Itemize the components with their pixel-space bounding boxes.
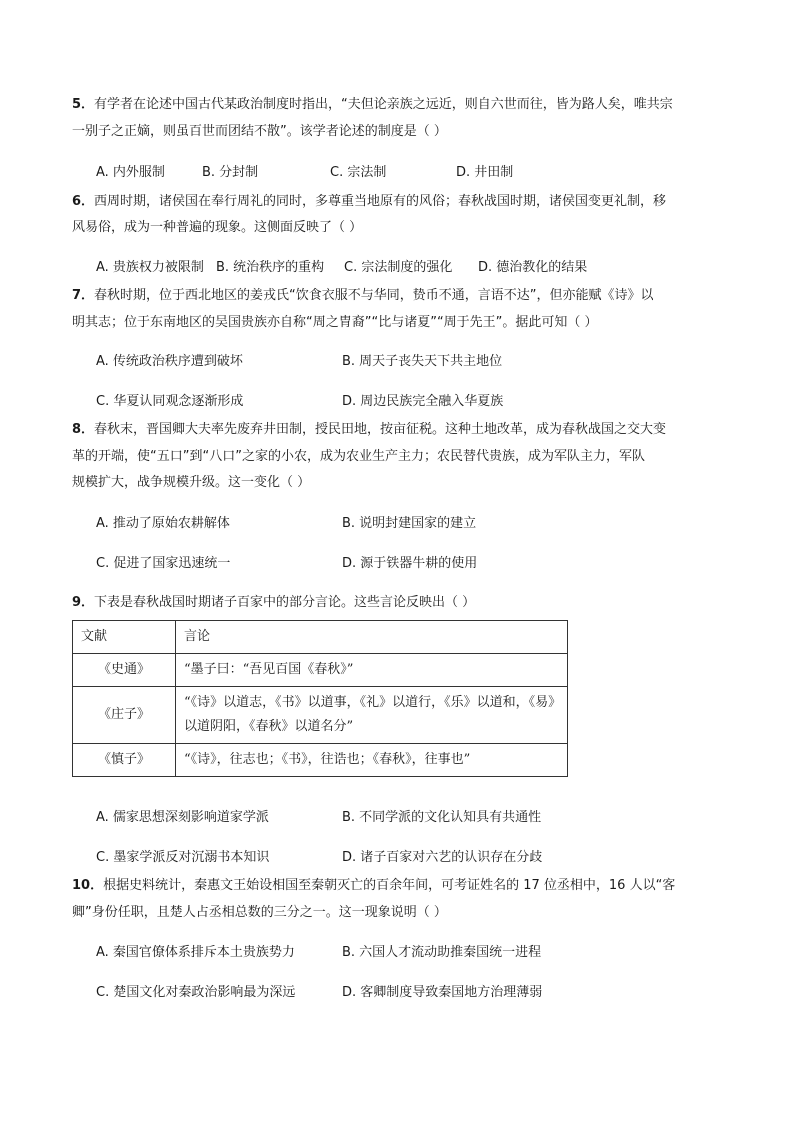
question-number: 9． xyxy=(72,595,95,610)
question-number: 7． xyxy=(72,288,95,303)
option-d[interactable]: D. 诸子百家对六艺的认识存在分歧 xyxy=(342,850,543,865)
table-row xyxy=(73,744,568,777)
table-header-row xyxy=(73,621,568,654)
table-cell-quote: “《诗》，往志也；《书》，往诰也；《春秋》，往事也” xyxy=(176,744,568,777)
table-header-quote: 言论 xyxy=(176,621,568,654)
option-c[interactable]: C. 楚国文化对秦政治影响最为深远 xyxy=(96,985,296,1000)
option-d[interactable]: D. 客卿制度导致秦国地方治理薄弱 xyxy=(342,985,543,1000)
question-text: 西周时期，诸侯国在奉行周礼的同时，多尊重当地原有的风俗；春秋战国时期，诸侯国变更礼制，移 xyxy=(94,194,667,209)
table-cell-quote: “《诗》以道志，《书》以道事，《礼》以道行，《乐》以道和，《易》以道阴阳，《春秋》以道名分” xyxy=(176,687,568,744)
table-row xyxy=(73,687,568,744)
question-8-line-1 xyxy=(72,420,666,440)
table-row xyxy=(73,654,568,687)
option-a[interactable]: A. 儒家思想深刻影响道家学派 xyxy=(96,810,269,825)
table-cell-source: 《庄子》 xyxy=(73,687,176,744)
question-number: 8． xyxy=(72,422,95,437)
option-c[interactable]: C. 墨家学派反对沉溺书本知识 xyxy=(96,850,270,865)
option-c[interactable]: C. 华夏认同观念逐渐形成 xyxy=(96,394,244,409)
option-d[interactable]: D. 源于铁器牛耕的使用 xyxy=(342,556,478,571)
option-b[interactable]: B. 周天子丧失天下共主地位 xyxy=(342,354,503,369)
table-cell-quote: “墨子曰：“吾见百国《春秋》” xyxy=(176,654,568,687)
option-a[interactable]: A. 贵族权力被限制 xyxy=(96,260,204,275)
option-a[interactable]: A. 传统政治秩序遭到破坏 xyxy=(96,354,243,369)
question-number: 5． xyxy=(72,97,95,112)
question-7-line-1 xyxy=(72,286,654,306)
question-text: 下表是春秋战国时期诸子百家中的部分言论。这些言论反映出（ ） xyxy=(94,595,476,610)
option-a[interactable]: A. 推动了原始农耕解体 xyxy=(96,516,230,531)
question-text: 春秋时期，位于西北地区的姜戎氏“饮食衣服不与华同，贽币不通，言语不达”，但亦能赋《诗》以 xyxy=(94,288,654,303)
option-b[interactable]: B. 六国人才流动助推秦国统一进程 xyxy=(342,945,542,960)
option-b[interactable]: B. 统治秩序的重构 xyxy=(216,260,325,275)
question-7-line-2: 明其志；位于东南地区的吴国贵族亦自称“周之胄裔”“比与诸夏”“周于先王”。据此可知（ ） xyxy=(72,315,598,330)
question-10-line-1 xyxy=(72,876,675,896)
question-5-line-2: 一别子之正嫡，则虽百世而团结不散”。该学者论述的制度是（ ） xyxy=(72,124,447,139)
question-text: 有学者在论述中国古代某政治制度时指出，“夫但论亲族之远近，则自六世而往，皆为路人矣，唯共宗 xyxy=(94,97,673,112)
question-6-line-1 xyxy=(72,192,666,212)
question-number: 6． xyxy=(72,194,95,209)
option-a[interactable]: A. 内外服制 xyxy=(96,165,165,180)
quotes-table xyxy=(72,620,568,777)
question-6-line-2: 风易俗，成为一种普遍的现象。这侧面反映了（ ） xyxy=(72,220,363,235)
table-header-source: 文献 xyxy=(73,621,176,654)
question-text: 春秋末，晋国卿大夫率先废弃井田制，授民田地，按亩征税。这种土地改革，成为春秋战国之交大变 xyxy=(94,422,667,437)
question-text: 根据史料统计，秦惠文王始设相国至秦朝灭亡的百余年间，可考证姓名的 17 位丞相中，16 人以“客 xyxy=(103,878,676,893)
question-5-line-1 xyxy=(72,95,673,115)
table-cell-source: 《慎子》 xyxy=(73,744,176,777)
question-8-line-2: 革的开端，使“五口”到“八口”之家的小农，成为农业生产主力；农民替代贵族，成为军队主力，军队 xyxy=(72,449,645,464)
question-8-line-3: 规模扩大，战争规模升级。这一变化（ ） xyxy=(72,475,311,490)
option-d[interactable]: D. 德治教化的结果 xyxy=(478,260,588,275)
option-b[interactable]: B. 说明封建国家的建立 xyxy=(342,516,477,531)
option-c[interactable]: C. 促进了国家迅速统一 xyxy=(96,556,231,571)
question-9-line-1 xyxy=(72,593,475,613)
option-b[interactable]: B. 不同学派的文化认知具有共通性 xyxy=(342,810,542,825)
option-c[interactable]: C. 宗法制度的强化 xyxy=(344,260,453,275)
option-b[interactable]: B. 分封制 xyxy=(202,165,259,180)
table-cell-source: 《史通》 xyxy=(73,654,176,687)
option-a[interactable]: A. 秦国官僚体系排斥本土贵族势力 xyxy=(96,945,295,960)
option-d[interactable]: D. 周边民族完全融入华夏族 xyxy=(342,394,504,409)
option-d[interactable]: D. 井田制 xyxy=(456,165,514,180)
option-c[interactable]: C. 宗法制 xyxy=(330,165,387,180)
question-10-line-2: 卿”身份任职，且楚人占丞相总数的三分之一。这一现象说明（ ） xyxy=(72,905,447,920)
question-number: 10． xyxy=(72,878,104,893)
